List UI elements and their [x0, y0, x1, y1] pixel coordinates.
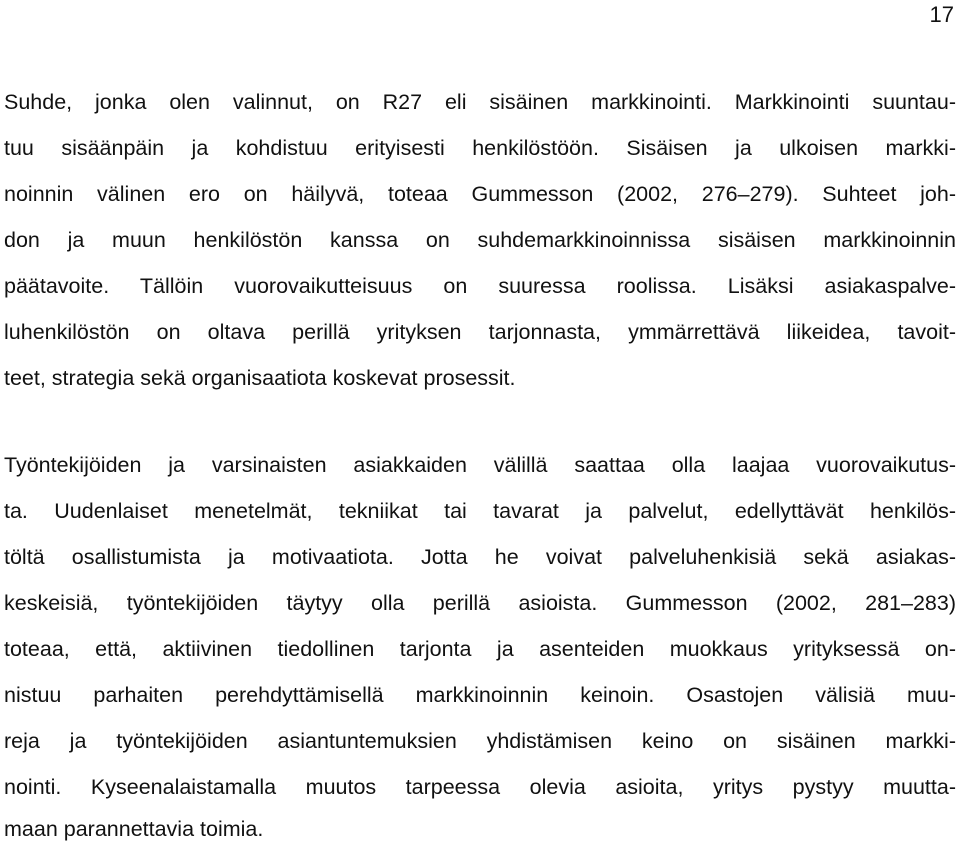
text-line: reja ja työntekijöiden asiantuntemuksien yhdistämisen keino on sisäinen markki- — [4, 729, 956, 753]
text-line: Työntekijöiden ja varsinaisten asiakkaiden välillä saattaa olla laajaa vuorovaikutus- — [4, 453, 956, 477]
text-line: tuu sisäänpäin ja kohdistuu erityisesti henkilöstöön. Sisäisen ja ulkoisen markki- — [4, 136, 956, 160]
text-line: don ja muun henkilöstön kanssa on suhdemarkkinoinnissa sisäisen markkinoinnin — [4, 228, 956, 252]
text-line: keskeisiä, työntekijöiden täytyy olla perillä asioista. Gummesson (2002, 281–283) — [4, 591, 956, 615]
text-line: nistuu parhaiten perehdyttämisellä markkinoinnin keinoin. Osastojen välisiä muu- — [4, 683, 956, 707]
text-line: maan parannettavia toimia. — [4, 817, 264, 841]
text-line: luhenkilöstön on oltava perillä yrityksen tarjonnasta, ymmärrettävä liikeidea, tavoit- — [4, 320, 956, 344]
text-line: päätavoite. Tällöin vuorovaikutteisuus on suuressa roolissa. Lisäksi asiakaspalve- — [4, 274, 956, 298]
text-line: Suhde, jonka olen valinnut, on R27 eli sisäinen markkinointi. Markkinointi suuntau- — [4, 90, 956, 114]
text-line: noinnin välinen ero on häilyvä, toteaa Gummesson (2002, 276–279). Suhteet joh- — [4, 182, 956, 206]
text-line: ta. Uudenlaiset menetelmät, tekniikat tai tavarat ja palvelut, edellyttävät henkilös- — [4, 499, 956, 523]
text-line: toteaa, että, aktiivinen tiedollinen tarjonta ja asenteiden muokkaus yrityksessä on- — [4, 637, 956, 661]
text-line: teet, strategia sekä organisaatiota koskevat prosessit. — [4, 366, 516, 390]
text-line: töltä osallistumista ja motivaatiota. Jotta he voivat palveluhenkisiä sekä asiakas- — [4, 545, 956, 569]
page-number: 17 — [929, 2, 954, 27]
text-line: nointi. Kyseenalaistamalla muutos tarpeessa olevia asioita, yritys pystyy muutta- — [4, 775, 956, 799]
